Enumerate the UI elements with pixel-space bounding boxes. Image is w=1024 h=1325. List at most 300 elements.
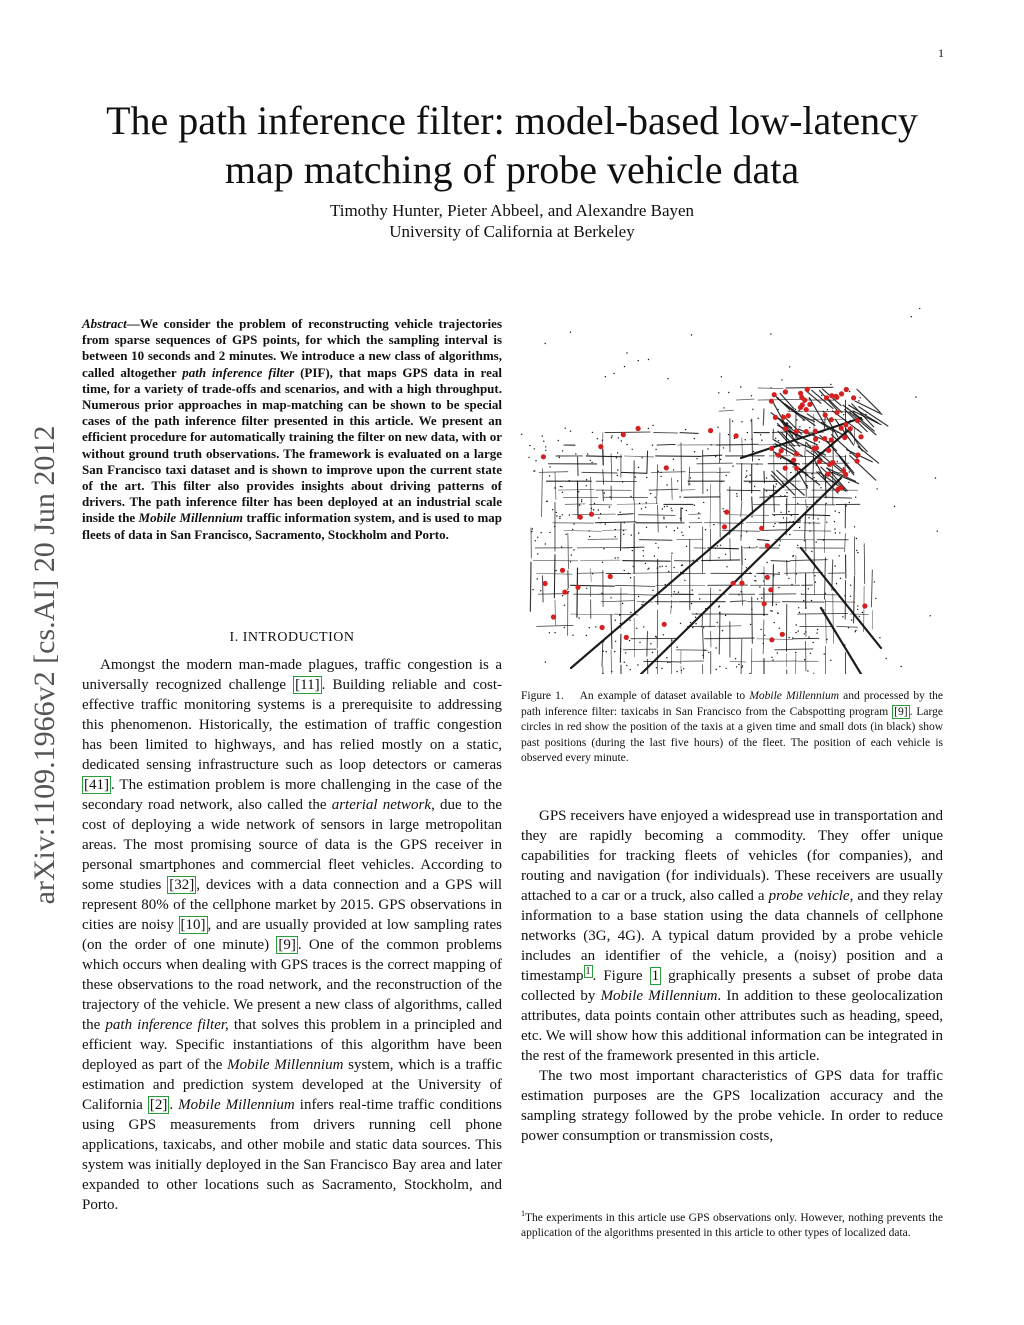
gps-dot (545, 446, 546, 447)
road-segment (705, 638, 754, 639)
gps-dot (811, 462, 812, 463)
gps-dot (617, 475, 618, 476)
gps-dot (663, 517, 664, 518)
road-segment (806, 457, 807, 497)
gps-dot (835, 510, 836, 511)
gps-dot (754, 576, 755, 577)
road-segment (541, 469, 542, 517)
taxi-marker (844, 387, 849, 392)
taxi-marker (848, 426, 853, 431)
gps-dot (796, 624, 797, 625)
gps-dot (648, 428, 649, 429)
gps-dot (792, 466, 793, 467)
text: that solves this problem in a principled and efficient way. Specific instantiations of this algorithm have been deployed as part of the (82, 1017, 502, 1073)
gps-dot (745, 559, 746, 560)
emphasis: path inference filter, (105, 1017, 229, 1033)
road-segment (763, 620, 764, 654)
road-segment (602, 641, 603, 666)
gps-dot (850, 420, 851, 421)
gps-dot (715, 456, 716, 457)
gps-dot (827, 409, 828, 410)
gps-dot (777, 409, 778, 410)
gps-dot (755, 580, 756, 581)
gps-dot (591, 508, 592, 509)
gps-dot (723, 447, 724, 448)
figure-1-caption (521, 689, 943, 767)
road-segment (871, 570, 872, 607)
gps-dot (597, 438, 598, 439)
taxi-marker (589, 512, 594, 517)
gps-dot (621, 440, 622, 441)
road-segment (577, 568, 578, 617)
gps-dot (605, 523, 606, 524)
taxi-marker (734, 433, 739, 438)
gps-dot (663, 518, 664, 519)
taxi-marker (822, 436, 827, 441)
gps-dot (718, 392, 719, 393)
gps-dot (824, 653, 825, 654)
gps-dot (689, 484, 690, 485)
text: . The estimation problem is more challenging in the case of the secondary road network, also called the (82, 777, 502, 813)
road-segment (837, 626, 858, 627)
gps-dot (798, 630, 799, 631)
gps-dot (849, 471, 850, 472)
road-segment (850, 456, 876, 480)
gps-dot (911, 316, 912, 317)
gps-dot (848, 627, 849, 628)
gps-dot (811, 473, 812, 474)
gps-dot (570, 561, 571, 562)
road-segment (603, 470, 604, 485)
gps-dot (758, 418, 759, 419)
taxi-marker (826, 472, 831, 477)
gps-dot (545, 543, 546, 544)
gps-dot (705, 529, 706, 530)
taxi-marker (800, 402, 805, 407)
gps-dot (680, 518, 681, 519)
gps-dot (708, 652, 709, 653)
gps-dot (749, 482, 750, 483)
gps-dot (693, 560, 694, 561)
figure-1-map (521, 308, 943, 674)
gps-dot (623, 530, 624, 531)
gps-dot (695, 617, 696, 618)
gps-dot (833, 589, 834, 590)
gps-dot (665, 584, 666, 585)
gps-dot (673, 567, 674, 568)
gps-dot (740, 591, 741, 592)
taxi-marker (543, 581, 548, 586)
taxi-marker (858, 434, 863, 439)
taxi-marker (826, 448, 831, 453)
gps-dot (707, 489, 708, 490)
text: , due to the cost of deploying a wide network of sensors in large metropolitan areas. The most promising source of data is the GPS receiver in personal smartphones and commercial fleet vehicles. According to some studies (82, 797, 502, 893)
gps-dot (613, 373, 614, 374)
gps-dot (622, 603, 623, 604)
gps-dot (756, 546, 757, 547)
taxi-marker (759, 526, 764, 531)
gps-dot (876, 488, 877, 489)
gps-dot (611, 435, 612, 436)
gps-dot (832, 444, 833, 445)
gps-dot (696, 613, 697, 614)
abstract-emphasis: Mobile Millennium (138, 510, 244, 526)
taxi-marker (598, 444, 603, 449)
gps-dot (825, 593, 826, 594)
gps-dot (830, 384, 831, 385)
gps-dot (842, 616, 843, 617)
gps-dot (770, 610, 771, 611)
taxi-marker (780, 632, 785, 637)
gps-dot (856, 538, 857, 539)
road-segment (639, 540, 671, 541)
taxi-marker (804, 429, 809, 434)
road-segment (763, 409, 764, 425)
gps-dot (797, 503, 798, 504)
gps-dot (682, 535, 683, 536)
taxi-marker (575, 585, 580, 590)
taxi-positions (541, 387, 868, 643)
gps-dot (774, 486, 775, 487)
gps-dot (532, 589, 533, 590)
gps-dot (787, 482, 788, 483)
gps-dot (638, 596, 639, 597)
gps-dot (855, 630, 856, 631)
gps-dot (894, 506, 895, 507)
road-segment (542, 576, 543, 602)
citation-link[interactable]: [9] (894, 705, 908, 718)
taxi-marker (739, 581, 744, 586)
gps-dot (658, 547, 659, 548)
gps-dot (586, 635, 587, 636)
gps-dot (547, 501, 548, 502)
road-segment (623, 547, 645, 548)
gps-dot (747, 432, 748, 433)
taxi-marker (762, 601, 767, 606)
gps-dot (630, 669, 631, 670)
gps-dot (901, 666, 902, 667)
gps-dot (564, 605, 565, 606)
road-segment (805, 512, 806, 538)
road-segment (802, 594, 836, 595)
emphasis: Mobile Millennium (749, 690, 840, 702)
gps-dot (639, 642, 640, 643)
gps-dot (787, 423, 788, 424)
gps-dot (603, 548, 604, 549)
gps-dot (826, 503, 827, 504)
gps-dot (915, 396, 916, 397)
gps-dot (624, 662, 625, 663)
taxi-marker (794, 451, 799, 456)
gps-dot (740, 386, 741, 387)
gps-dot (671, 553, 672, 554)
gps-dot (919, 308, 920, 309)
gps-dot (545, 661, 546, 662)
gps-dot (782, 483, 783, 484)
taxi-marker (839, 426, 844, 431)
gps-dot (813, 642, 814, 643)
road-segment (702, 560, 740, 561)
road-segment (825, 600, 826, 644)
gps-dot (721, 481, 722, 482)
gps-dot (642, 601, 643, 602)
gps-dot (622, 481, 623, 482)
gps-dot (799, 463, 800, 464)
gps-dot (562, 514, 563, 515)
abstract-label: Abstract (82, 316, 127, 331)
gps-dot (698, 518, 699, 519)
gps-dot (773, 473, 774, 474)
gps-dot (652, 652, 653, 653)
gps-dot (562, 492, 563, 493)
gps-dot (534, 448, 535, 449)
abstract-text: (PIF), that maps GPS data in real time, for a variety of trade-offs and scenarios, and with a high throughput. Numerous prior approaches in map-matching can be shown to be special cases of the path inference filter presented in this article. We present an efficient procedure for automatically training the filter on new data, with or without ground truth observations. The framework is evaluated on a large San Francisco taxi dataset and is shown to improve upon the current state of the art. This filter also provides insights about driving patterns of drivers. The path inference filter has been deployed at an industrial scale inside the (82, 364, 502, 526)
gps-dot (854, 526, 855, 527)
emphasis: arterial network (331, 797, 432, 813)
taxi-marker (724, 510, 729, 515)
gps-dot (575, 453, 576, 454)
taxi-marker (765, 575, 770, 580)
gps-dot (717, 545, 718, 546)
text: . In addition to these geolocalization attributes, data points contain other attributes such as heading, speed, etc. We will show how this additional information can be integrated in the rest of the framework presented in this article. (521, 988, 943, 1064)
taxi-marker (608, 574, 613, 579)
gps-dot (726, 566, 727, 567)
gps-dot (605, 376, 606, 377)
taxi-marker (768, 587, 773, 592)
gps-dot (746, 470, 747, 471)
road-segment (864, 544, 865, 584)
gps-dot (643, 550, 644, 551)
gps-dot (732, 465, 733, 466)
gps-dot (746, 475, 747, 476)
road-segment (586, 456, 621, 457)
gps-dot (590, 460, 591, 461)
road-segment (657, 465, 658, 504)
gps-dot (603, 641, 604, 642)
gps-dot (717, 622, 718, 623)
gps-dot (685, 429, 686, 430)
gps-dot (823, 539, 824, 540)
gps-dot (568, 591, 569, 592)
taxi-marker (855, 418, 860, 423)
gps-dot (741, 535, 742, 536)
road-segment (638, 515, 675, 516)
gps-dot (562, 595, 563, 596)
gps-dot (611, 671, 612, 672)
taxi-marker (624, 635, 629, 640)
gps-dot (789, 534, 790, 535)
citation-link[interactable]: [9] (278, 937, 296, 953)
road-segment (849, 430, 862, 451)
gps-dot (815, 582, 816, 583)
gps-dot (778, 572, 779, 573)
taxi-marker (829, 393, 834, 398)
gps-dot (798, 410, 799, 411)
gps-dot (705, 608, 706, 609)
road-segment (651, 472, 685, 473)
road-segment (555, 472, 556, 500)
road-segment (773, 565, 774, 606)
gps-dot (735, 658, 736, 659)
gps-dot (810, 653, 811, 654)
gps-dot (775, 438, 776, 439)
taxi-marker (843, 422, 848, 427)
gps-dot (795, 409, 796, 410)
text: graphically presents a subset of probe data collected by (521, 968, 943, 1004)
gps-dot (572, 529, 573, 530)
gps-dot (726, 668, 727, 669)
gps-dot (717, 427, 718, 428)
road-segment (703, 629, 704, 659)
gps-dot (803, 600, 804, 601)
gps-dot (809, 427, 810, 428)
gps-dot (850, 596, 851, 597)
gps-dot (558, 455, 559, 456)
gps-dot (670, 645, 671, 646)
gps-dot (630, 577, 631, 578)
road-segment (795, 654, 796, 674)
text: , and are usually provided at low sampling rates (on the order of one minute) (82, 917, 502, 953)
gps-dot (762, 572, 763, 573)
gps-dot (865, 414, 866, 415)
gps-dot (750, 420, 751, 421)
gps-dot (560, 486, 561, 487)
gps-dot (746, 531, 747, 532)
taxi-marker (813, 429, 818, 434)
gps-dot (796, 419, 797, 420)
gps-dot (686, 510, 687, 511)
citation-link[interactable]: [2] (149, 1097, 168, 1113)
gps-dot (587, 453, 588, 454)
gps-dot (826, 522, 827, 523)
gps-dot (682, 564, 683, 565)
gps-dot (751, 395, 752, 396)
footnote-text: The experiments in this article use GPS observations only. However, nothing prevents the application of the algorithms presented in this article to other types of localized data. (521, 1211, 943, 1240)
figure-link[interactable]: 1 (651, 968, 660, 984)
road-segment (809, 398, 823, 423)
gps-dot (722, 630, 723, 631)
citation-link[interactable]: [10] (180, 917, 206, 933)
gps-dot (874, 581, 875, 582)
gps-dot (666, 484, 667, 485)
gps-dot (620, 623, 621, 624)
gps-dot (753, 451, 754, 452)
section-number: I. (229, 630, 239, 645)
gps-dot (617, 452, 618, 453)
gps-dot (564, 627, 565, 628)
gps-dot (814, 477, 815, 478)
gps-dot (698, 512, 699, 513)
gps-dot (652, 590, 653, 591)
road-segment (647, 451, 648, 473)
gps-dot (843, 414, 844, 415)
gps-dot (763, 580, 764, 581)
gps-dot (650, 643, 651, 644)
gps-dot (666, 657, 667, 658)
gps-dot (581, 499, 582, 500)
gps-dot (809, 398, 810, 399)
gps-dot (857, 609, 858, 610)
gps-dot (624, 522, 625, 523)
gps-dot (545, 343, 546, 344)
gps-dot (659, 566, 660, 567)
gps-dot (696, 458, 697, 459)
gps-dot (545, 450, 546, 451)
road-segment (730, 661, 745, 662)
gps-dot (624, 366, 625, 367)
gps-dot (626, 665, 627, 666)
road-segment (617, 504, 658, 505)
road-segment (554, 555, 555, 598)
gps-dot (537, 537, 538, 538)
gps-dot (570, 430, 571, 431)
road-segment (845, 534, 846, 552)
gps-dot (799, 426, 800, 427)
gps-dot (745, 477, 746, 478)
gps-dot (636, 628, 637, 629)
taxi-marker (851, 395, 856, 400)
gps-dot (571, 554, 572, 555)
gps-dot (789, 521, 790, 522)
gps-dot (742, 665, 743, 666)
gps-dot (541, 532, 542, 533)
gps-dot (671, 510, 672, 511)
gps-dot (570, 332, 571, 333)
road-segment (824, 504, 825, 553)
gps-dot (641, 604, 642, 605)
gps-dot (797, 545, 798, 546)
gps-dot (803, 419, 804, 420)
citation-link[interactable]: [32] (169, 877, 195, 893)
road-segment (611, 454, 612, 482)
gps-dot (817, 629, 818, 630)
taxi-marker (835, 487, 840, 492)
road-segment (741, 502, 742, 516)
taxi-marker (786, 413, 791, 418)
citation-link[interactable]: [11] (295, 677, 320, 693)
gps-dot (535, 460, 536, 461)
gps-dot (860, 397, 861, 398)
road-segment (824, 497, 851, 498)
gps-dot (598, 517, 599, 518)
gps-dot (763, 614, 764, 615)
citation-link[interactable]: [41] (84, 777, 109, 793)
taxi-marker (794, 466, 799, 471)
gps-dot (766, 562, 767, 563)
gps-dot (855, 497, 856, 498)
taxi-marker (779, 448, 784, 453)
gps-dot (542, 435, 543, 436)
gps-dot (609, 496, 610, 497)
road-segment (603, 490, 604, 501)
gps-dot (660, 472, 661, 473)
gps-dot (793, 484, 794, 485)
gps-dot (847, 408, 848, 409)
footnote-link[interactable]: 1 (585, 966, 591, 977)
gps-dot (810, 559, 811, 560)
paragraph (82, 655, 502, 1215)
gps-dot (849, 391, 850, 392)
gps-dot (935, 477, 936, 478)
road-segment (758, 399, 805, 400)
gps-dot (834, 521, 835, 522)
footnote (521, 1206, 943, 1242)
gps-dot (848, 482, 849, 483)
gps-dot (751, 438, 752, 439)
gps-dot (820, 487, 821, 488)
gps-dot (633, 566, 634, 567)
road-segment (795, 470, 796, 520)
